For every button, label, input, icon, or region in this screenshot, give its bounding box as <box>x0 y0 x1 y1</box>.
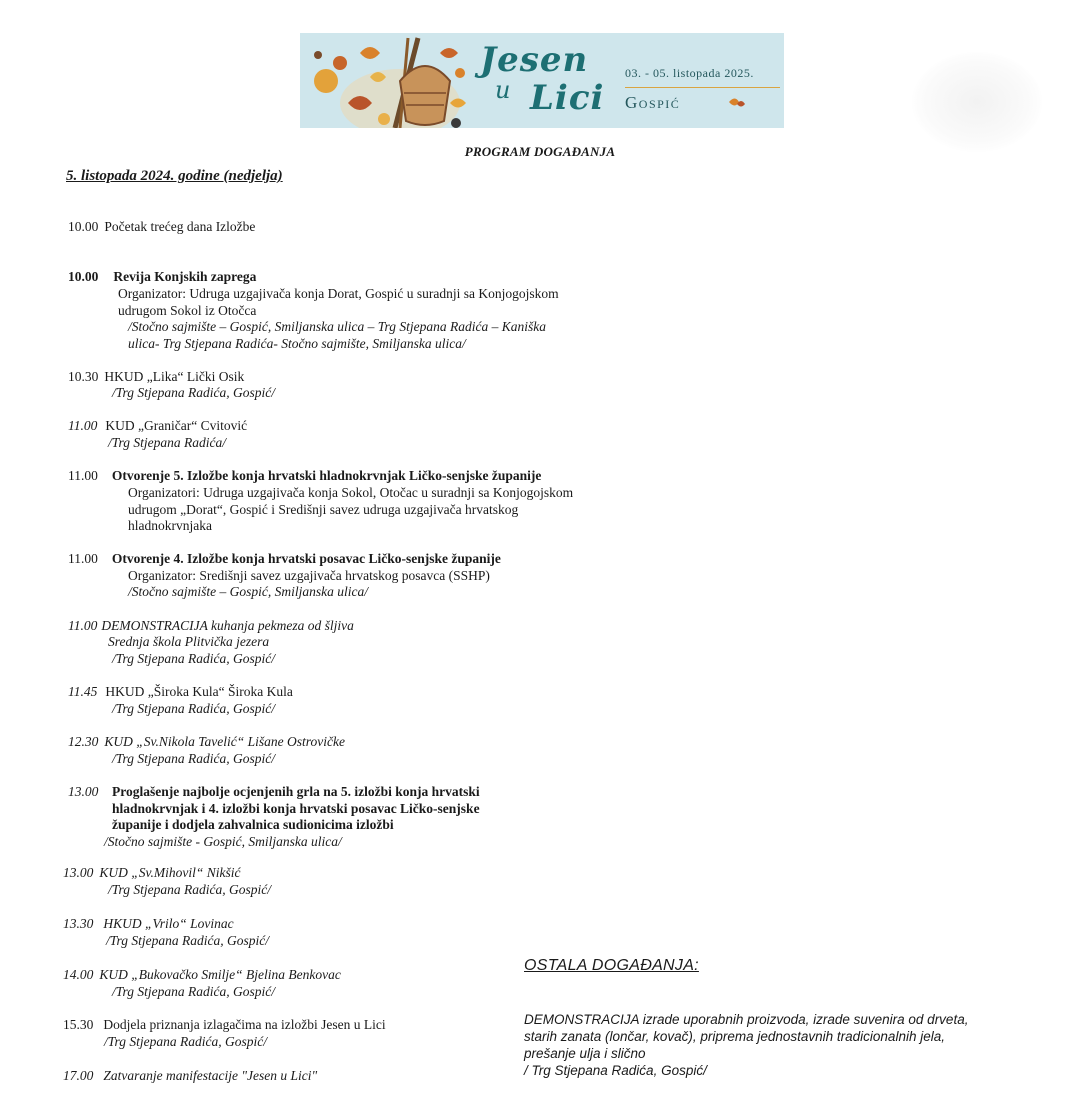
event-time: 13.00 <box>63 865 94 880</box>
logo-lici-text: Lici <box>530 78 605 118</box>
event-item <box>68 369 244 386</box>
event-item <box>68 734 345 751</box>
event-name: KUD „Graničar“ Cvitović <box>105 418 248 433</box>
banner-divider <box>625 87 780 88</box>
banner-dates: 03. - 05. listopada 2025. <box>625 66 754 80</box>
event-time: 11.45 <box>68 684 98 699</box>
event-item <box>63 865 241 882</box>
banner-city: Gospić <box>625 93 681 112</box>
event-location: /Stočno sajmište – Gospić, Smiljanska ulica – Trg Stjepana Radića – Kaniška ulica- Trg Stjepana Radića- Stočno sajmište, Smiljanska ulica/ <box>128 319 546 351</box>
event-name: KUD „Sv.Nikola Tavelić“ Lišane Ostrovičke <box>104 734 345 749</box>
event-organizer: Organizator: Središnji savez uzgajivača hrvatskog posavca (SSHP) <box>128 568 490 583</box>
other-events-heading: OSTALA DOGAĐANJA: <box>524 957 699 974</box>
event-subtitle: Srednja škola Plitvička jezera <box>108 634 270 649</box>
event-item <box>68 269 256 286</box>
event-name: Otvorenje 5. Izložbe konja hrvatski hladnokrvnjak Ličko-senjske županije <box>111 468 542 483</box>
event-item <box>63 916 234 933</box>
event-time: 12.30 <box>68 734 99 749</box>
event-location: /Trg Stjepana Radića, Gospić/ <box>112 385 275 400</box>
event-name: Zatvaranje manifestacije "Jesen u Lici" <box>103 1068 318 1083</box>
event-item <box>68 684 293 701</box>
event-location: /Trg Stjepana Radića, Gospić/ <box>112 984 275 999</box>
event-name: KUD „Bukovačko Smilje“ Bjelina Benkovac <box>99 967 341 982</box>
event-time: 10.00 <box>68 269 99 284</box>
event-time: 11.00 <box>68 418 98 433</box>
event-location: /Trg Stjepana Radića, Gospić/ <box>104 1034 267 1049</box>
event-time: 15.30 <box>63 1017 94 1032</box>
event-name: Početak trećeg dana Izložbe <box>104 219 256 234</box>
event-time: 10.30 <box>68 369 99 384</box>
event-name: Otvorenje 4. Izložbe konja hrvatski posavac Ličko-senjske županije <box>111 551 501 566</box>
date-heading: 5. listopada 2024. godine (nedjelja) <box>66 168 283 184</box>
event-item <box>63 1068 317 1085</box>
event-name: HKUD „Vrilo“ Lovinac <box>103 916 234 931</box>
event-name: HKUD „Široka Kula“ Široka Kula <box>105 684 293 699</box>
event-location: /Stočno sajmište - Gospić, Smiljanska ulica/ <box>104 834 342 849</box>
event-time: 11.00 <box>68 618 98 633</box>
event-time: 10.00 <box>68 219 99 234</box>
other-events-text: DEMONSTRACIJA izrade uporabnih proizvoda, izrade suvenira od drveta, starih zanata (lončar, kovač), priprema jednostavnih tradicionalnih jela, prešanje ulja i slično / Trg Stjepana Radića, Gospić/ <box>524 1012 969 1078</box>
event-item <box>68 468 541 485</box>
event-time: 13.30 <box>63 916 94 931</box>
event-location: /Trg Stjepana Radića, Gospić/ <box>112 751 275 766</box>
page-title: PROGRAM DOGAĐANJA <box>464 144 616 159</box>
event-name: Dodjela priznanja izlagačima na izložbi Jesen u Lici <box>103 1017 386 1032</box>
event-location: /Trg Stjepana Radića/ <box>108 435 226 450</box>
event-name: Proglašenje najbolje ocjenjenih grla na 5. izložbi konja hrvatski hladnokrvnjak i 4. izložbi konja hrvatski posavac Ličko-senjske županije i dodjela zahvalnica sudionicima izložbi <box>112 784 480 832</box>
event-location: /Trg Stjepana Radića, Gospić/ <box>106 933 269 948</box>
event-name: Revija Konjskih zaprega <box>113 269 257 284</box>
logo-jesen-text: Jesen <box>480 40 589 80</box>
event-time: 11.00 <box>68 551 98 566</box>
event-item <box>68 784 98 801</box>
leaf-icon <box>728 96 746 108</box>
event-item <box>63 967 341 984</box>
faint-watermark <box>912 52 1042 152</box>
event-location: /Trg Stjepana Radića, Gospić/ <box>112 701 275 716</box>
event-time: 13.00 <box>68 784 99 799</box>
event-organizer: Organizatori: Udruga uzgajivača konja Sokol, Otočac u suradnji sa Konjogojskom udrugom „Dorat“, Gospić i Središnji savez udruga uzgajivača hrvatskog hladnokrvnjaka <box>128 485 574 533</box>
event-time: 17.00 <box>63 1068 94 1083</box>
event-time: 11.00 <box>68 468 98 483</box>
event-location: /Stočno sajmište – Gospić, Smiljanska ulica/ <box>128 584 368 599</box>
event-item <box>68 418 247 435</box>
event-name: HKUD „Lika“ Lički Osik <box>104 369 245 384</box>
event-item <box>68 618 354 635</box>
event-name: DEMONSTRACIJA kuhanja pekmeza od šljiva <box>101 618 354 633</box>
logo-u-text: u <box>495 76 511 104</box>
event-organizer: Organizator: Udruga uzgajivača konja Dorat, Gospić u suradnji sa Konjogojskom udrugom Sokol iz Otočca <box>118 286 559 318</box>
event-name: KUD „Sv.Mihovil“ Nikšić <box>99 865 241 880</box>
event-location: /Trg Stjepana Radića, Gospić/ <box>108 882 271 897</box>
event-location: /Trg Stjepana Radića, Gospić/ <box>112 651 275 666</box>
event-item <box>63 1017 386 1034</box>
event-item <box>68 219 255 236</box>
event-item <box>68 551 501 568</box>
event-time: 14.00 <box>63 967 94 982</box>
